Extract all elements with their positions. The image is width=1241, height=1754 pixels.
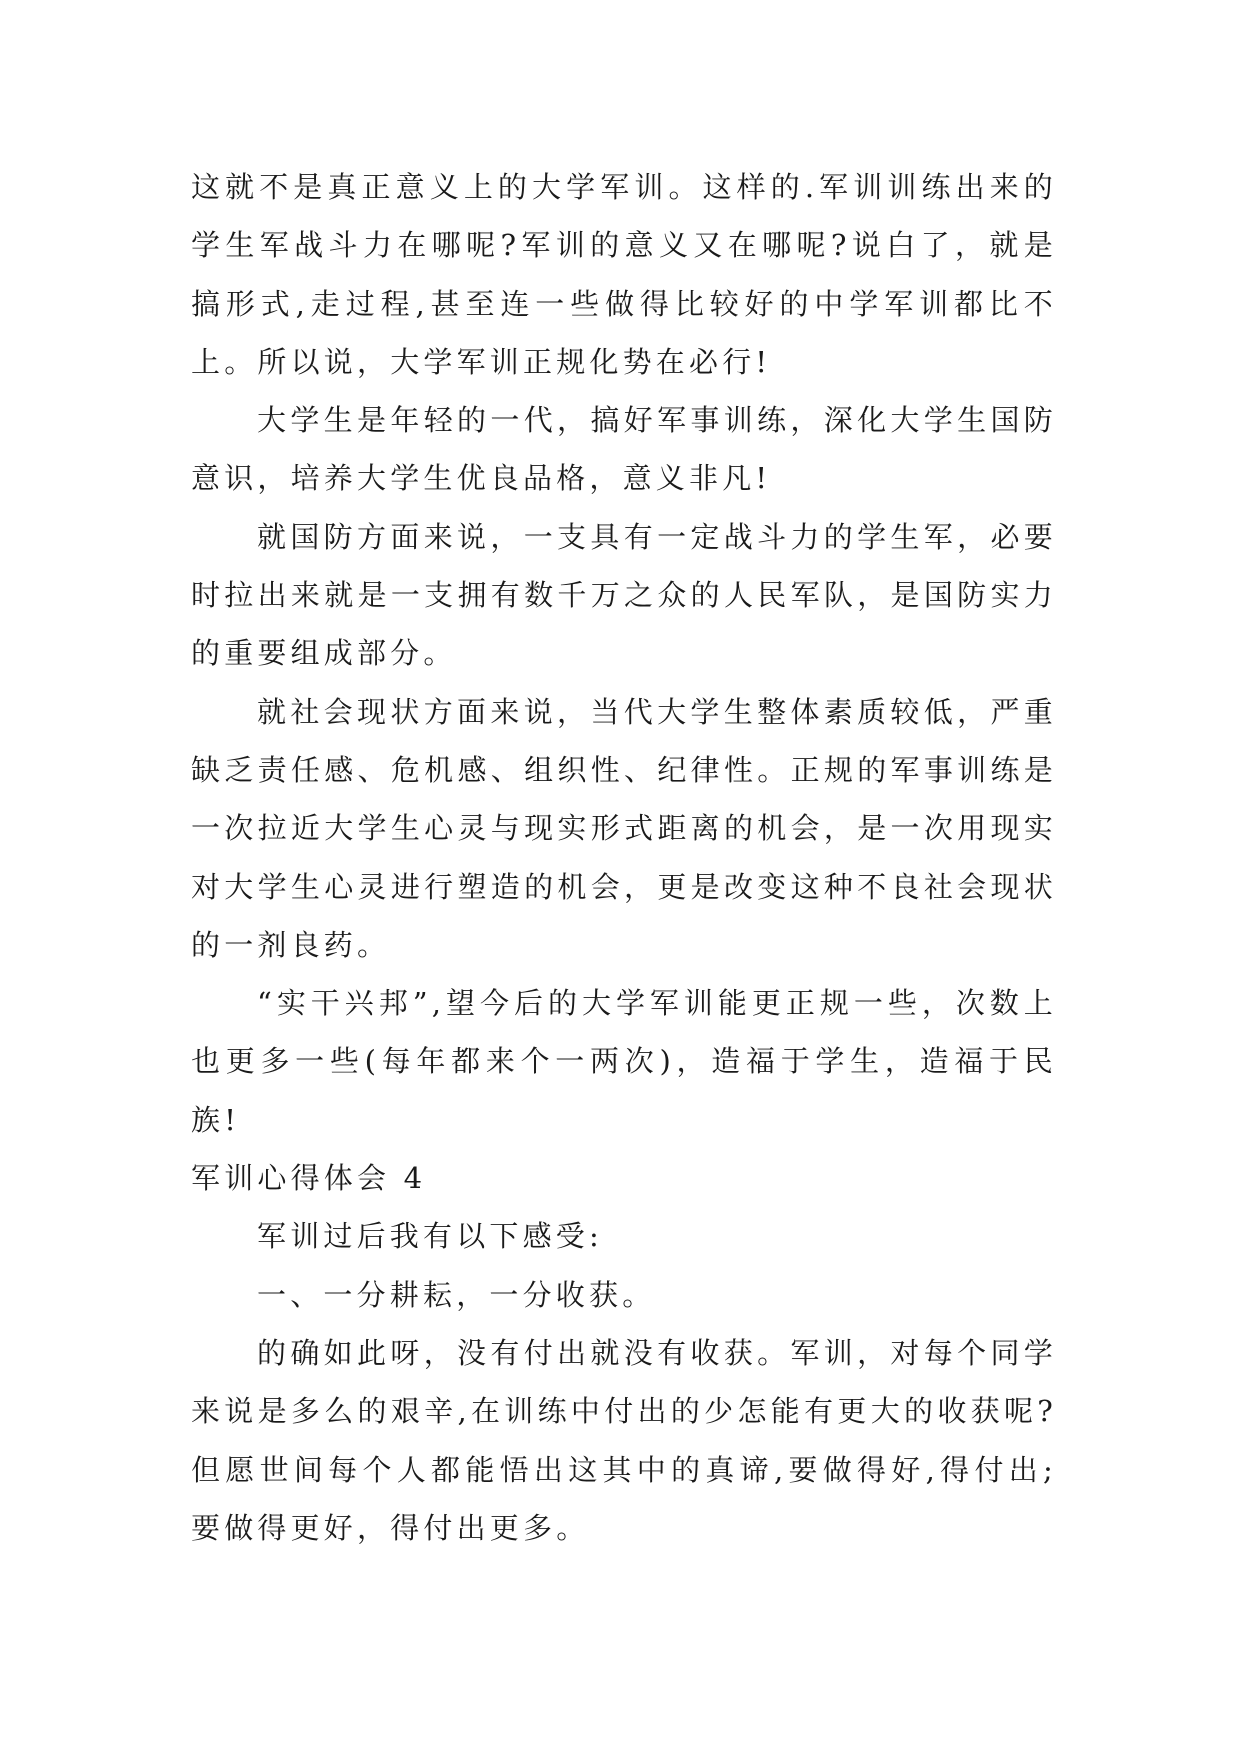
document-page (191, 158, 1057, 1557)
paragraph-4: 就社会现状方面来说，当代大学生整体素质较低，严重缺乏责任感、危机感、组织性、纪律性。正规的军事训练是一次拉近大学生心灵与现实形式距离的机会，是一次用现实对大学生心灵进行塑造的机会，更是改变这种不良社会现状的一剂良药。 (191, 694, 1057, 962)
paragraph-6: 军训过后我有以下感受: (257, 1219, 603, 1254)
paragraph-8: 的确如此呀，没有付出就没有收获。军训，对每个同学来说是多么的艰辛,在训练中付出的少怎能有更大的收获呢?但愿世间每个人都能悟出这其中的真谛,要做得好,得付出;要做得更好，得付出更多。 (191, 1335, 1057, 1545)
paragraph-7: 一、一分耕耘，一分收获。 (257, 1277, 656, 1312)
section-heading: 军训心得体会 4 (191, 1161, 427, 1196)
paragraph-5: “实干兴邦”,望今后的大学军训能更正规一些，次数上也更多一些(每年都来个一两次)，造福于学生，造福于民族! (191, 986, 1057, 1137)
paragraph-1: 这就不是真正意义上的大学军训。这样的.军训训练出来的学生军战斗力在哪呢?军训的意义又在哪呢?说白了，就是搞形式,走过程,甚至连一些做得比较好的中学军训都比不上。所以说，大学军训正规化势在必行! (191, 170, 1057, 379)
paragraph-3: 就国防方面来说，一支具有一定战斗力的学生军，必要时拉出来就是一支拥有数千万之众的人民军队，是国防实力的重要组成部分。 (191, 519, 1057, 671)
paragraph-2: 大学生是年轻的一代，搞好军事训练，深化大学生国防意识，培养大学生优良品格，意义非凡! (191, 403, 1057, 496)
